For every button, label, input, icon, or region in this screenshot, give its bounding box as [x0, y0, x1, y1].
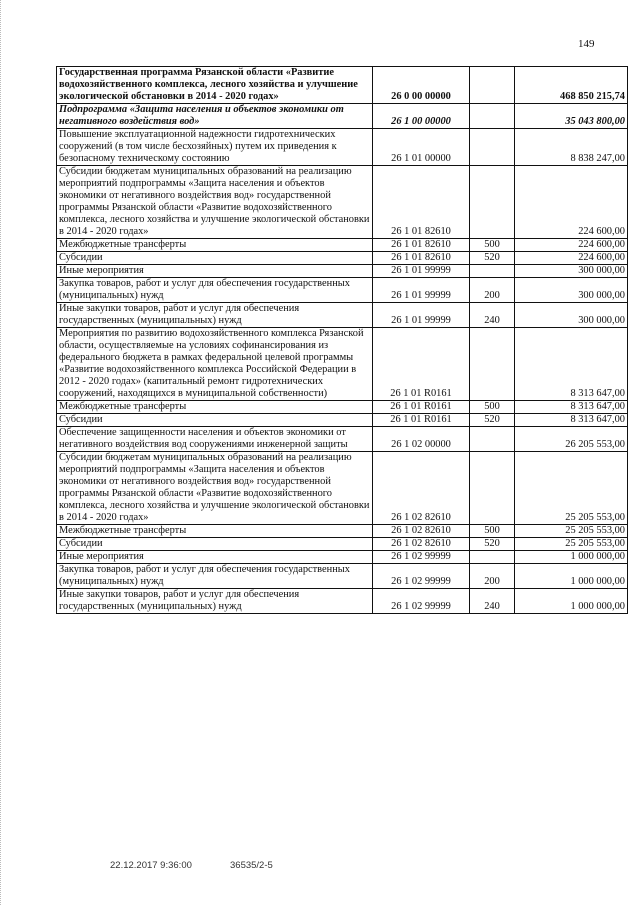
row-target-code: 26 1 02 82610 [373, 525, 470, 538]
row-name: Иные мероприятия [57, 551, 373, 564]
row-name: Межбюджетные трансферты [57, 401, 373, 414]
row-amount: 300 000,00 [515, 303, 628, 328]
row-expense-type: 240 [470, 589, 515, 614]
row-name: Субсидии [57, 252, 373, 265]
row-target-code: 26 1 02 82610 [373, 452, 470, 525]
table-row [57, 538, 628, 551]
page-number: 149 [578, 38, 595, 50]
table-row [57, 104, 628, 129]
row-expense-type [470, 104, 515, 129]
table-row [57, 278, 628, 303]
row-expense-type: 200 [470, 278, 515, 303]
row-target-code: 26 1 02 99999 [373, 589, 470, 614]
table-row [57, 401, 628, 414]
row-amount: 300 000,00 [515, 265, 628, 278]
row-amount: 8 313 647,00 [515, 401, 628, 414]
table-row [57, 427, 628, 452]
row-expense-type: 500 [470, 525, 515, 538]
row-target-code: 26 1 01 R0161 [373, 328, 470, 401]
row-amount: 8 313 647,00 [515, 414, 628, 427]
row-name: Обеспечение защищенности населения и объектов экономики от негативного воздействия вод сооружениями инженерной защиты [57, 427, 373, 452]
table-row [57, 265, 628, 278]
row-name: Иные мероприятия [57, 265, 373, 278]
row-expense-type: 500 [470, 401, 515, 414]
row-expense-type [470, 67, 515, 104]
table-row [57, 166, 628, 239]
budget-table-body [57, 67, 628, 614]
footer-doc-number: 36535/2-5 [230, 860, 273, 871]
row-target-code: 26 1 01 99999 [373, 303, 470, 328]
row-expense-type [470, 328, 515, 401]
row-name: Иные закупки товаров, работ и услуг для обеспечения государственных (муниципальных) нужд [57, 303, 373, 328]
row-target-code: 26 1 02 99999 [373, 551, 470, 564]
row-amount: 8 313 647,00 [515, 328, 628, 401]
row-name: Государственная программа Рязанской области «Развитие водохозяйственного комплекса, лесного хозяйства и улучшение экологической обстановки в 2014 - 2020 годах» [57, 67, 373, 104]
row-name: Межбюджетные трансферты [57, 525, 373, 538]
table-row [57, 452, 628, 525]
row-name: Закупка товаров, работ и услуг для обеспечения государственных (муниципальных) нужд [57, 564, 373, 589]
table-row [57, 414, 628, 427]
row-name: Субсидии [57, 538, 373, 551]
row-target-code: 26 1 01 R0161 [373, 414, 470, 427]
row-amount: 26 205 553,00 [515, 427, 628, 452]
row-expense-type: 240 [470, 303, 515, 328]
row-amount: 8 838 247,00 [515, 129, 628, 166]
row-expense-type: 500 [470, 239, 515, 252]
row-expense-type [470, 166, 515, 239]
footer-date: 22.12.2017 9:36:00 [110, 860, 192, 871]
table-row [57, 328, 628, 401]
row-amount: 224 600,00 [515, 166, 628, 239]
budget-table [56, 66, 628, 614]
row-target-code: 26 1 01 R0161 [373, 401, 470, 414]
row-name: Закупка товаров, работ и услуг для обеспечения государственных (муниципальных) нужд [57, 278, 373, 303]
row-name: Повышение эксплуатационной надежности гидротехнических сооружений (в том числе бесхозяйных) путем их приведения к безопасному техническому состоянию [57, 129, 373, 166]
row-amount: 1 000 000,00 [515, 564, 628, 589]
row-name: Мероприятия по развитию водохозяйственного комплекса Рязанской области, осуществляемые на условиях софинансирования из федерального бюджета в рамках федеральной целевой программы «Развитие водохозяйственного комплекса Российской Федерации в 2012 - 2020 годах» (капитальный ремонт гидротехнических сооружений, находящихся в муниципальной собственности) [57, 328, 373, 401]
row-target-code: 26 1 01 99999 [373, 265, 470, 278]
row-target-code: 26 1 02 00000 [373, 427, 470, 452]
table-row [57, 589, 628, 614]
row-target-code: 26 1 01 82610 [373, 239, 470, 252]
row-expense-type [470, 551, 515, 564]
scan-edge-marks [0, 0, 4, 905]
row-expense-type: 200 [470, 564, 515, 589]
row-target-code: 26 0 00 00000 [373, 67, 470, 104]
table-row [57, 239, 628, 252]
row-expense-type [470, 427, 515, 452]
row-target-code: 26 1 01 82610 [373, 166, 470, 239]
row-target-code: 26 1 00 00000 [373, 104, 470, 129]
table-row [57, 252, 628, 265]
table-row [57, 67, 628, 104]
row-amount: 25 205 553,00 [515, 538, 628, 551]
row-expense-type [470, 265, 515, 278]
row-expense-type [470, 129, 515, 166]
table-row [57, 551, 628, 564]
row-amount: 224 600,00 [515, 239, 628, 252]
row-target-code: 26 1 02 82610 [373, 538, 470, 551]
table-row [57, 525, 628, 538]
row-target-code: 26 1 01 82610 [373, 252, 470, 265]
row-amount: 224 600,00 [515, 252, 628, 265]
row-amount: 1 000 000,00 [515, 589, 628, 614]
row-expense-type: 520 [470, 414, 515, 427]
table-row [57, 303, 628, 328]
row-expense-type: 520 [470, 538, 515, 551]
row-target-code: 26 1 02 99999 [373, 564, 470, 589]
row-name: Межбюджетные трансферты [57, 239, 373, 252]
row-name: Субсидии [57, 414, 373, 427]
row-amount: 468 850 215,74 [515, 67, 628, 104]
row-amount: 25 205 553,00 [515, 525, 628, 538]
row-expense-type [470, 452, 515, 525]
row-expense-type: 520 [470, 252, 515, 265]
table-row [57, 564, 628, 589]
row-amount: 25 205 553,00 [515, 452, 628, 525]
row-amount: 300 000,00 [515, 278, 628, 303]
row-name: Субсидии бюджетам муниципальных образований на реализацию мероприятий подпрограммы «Защита населения и объектов экономики от негативного воздействия вод» государственной программы Рязанской области «Развитие водохозяйственного комплекса, лесного хозяйства и улучшение экологической обстановки в 2014 - 2020 годах» [57, 166, 373, 239]
row-name: Субсидии бюджетам муниципальных образований на реализацию мероприятий подпрограммы «Защита населения и объектов экономики от негативного воздействия вод» государственной программы Рязанской области «Развитие водохозяйственного комплекса, лесного хозяйства и улучшение экологической обстановки в 2014 - 2020 годах» [57, 452, 373, 525]
row-target-code: 26 1 01 99999 [373, 278, 470, 303]
row-amount: 35 043 800,00 [515, 104, 628, 129]
row-amount: 1 000 000,00 [515, 551, 628, 564]
row-name: Иные закупки товаров, работ и услуг для обеспечения государственных (муниципальных) нужд [57, 589, 373, 614]
row-name: Подпрограмма «Защита населения и объектов экономики от негативного воздействия вод» [57, 104, 373, 129]
table-row [57, 129, 628, 166]
row-target-code: 26 1 01 00000 [373, 129, 470, 166]
